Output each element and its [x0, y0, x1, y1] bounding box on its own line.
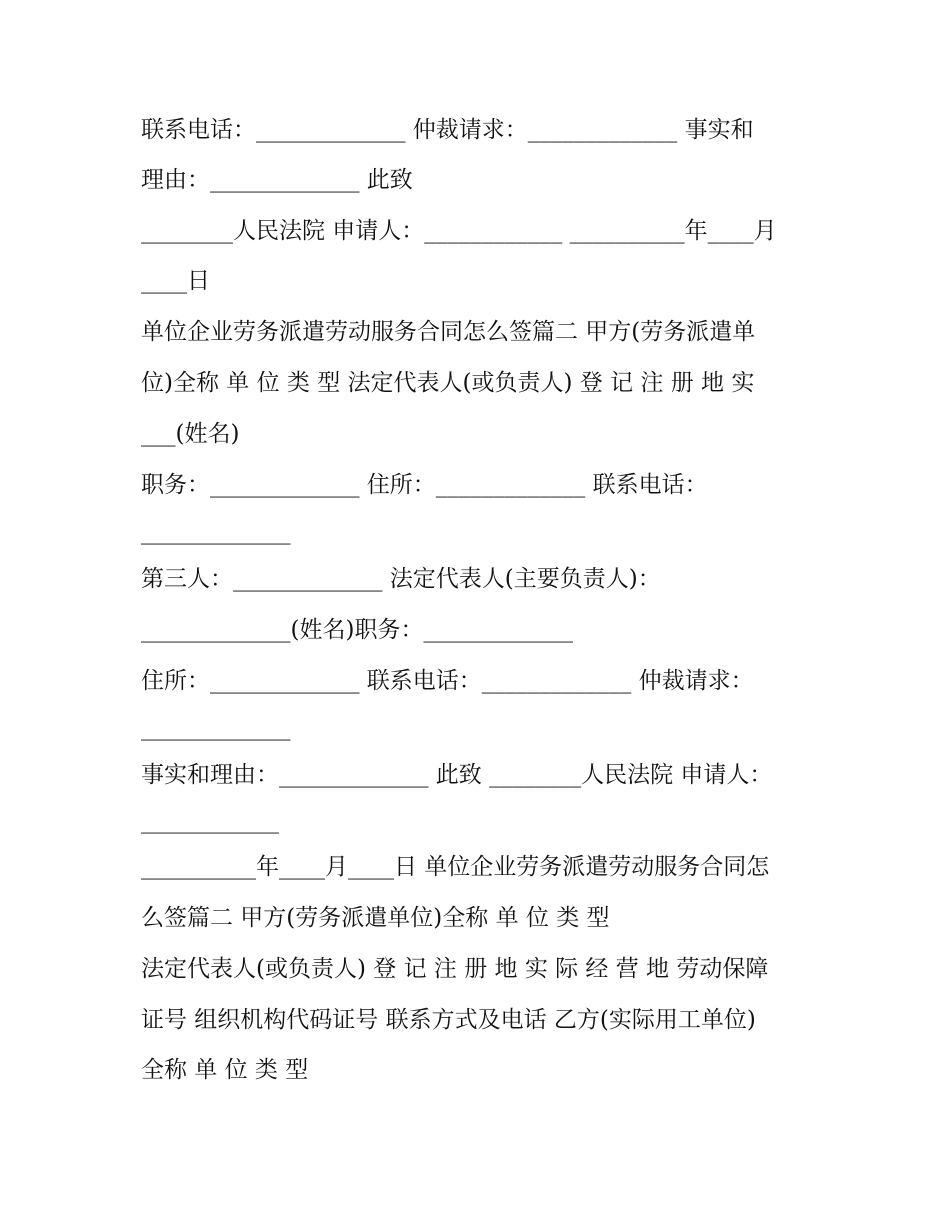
- text-line: ____________: [141, 808, 279, 834]
- text-line: 位)全称 单 位 类 型 法定代表人(或负责人) 登 记 注 册 地 实: [141, 370, 755, 396]
- text-line: ____日: [141, 268, 210, 294]
- text-line: 理由：_____________ 此致: [141, 167, 413, 193]
- text-line: 职务：_____________ 住所：_____________ 联系电话：: [141, 472, 708, 498]
- text-line: ________人民法院 申请人：____________ __________年____月: [141, 218, 777, 244]
- text-line: 证号 组织机构代码证号 联系方式及电话 乙方(实际用工单位): [141, 1007, 756, 1033]
- text-line: __________年____月____日 单位企业劳务派遣劳动服务合同怎: [141, 854, 770, 880]
- text-line: 么签篇二 甲方(劳务派遣单位)全称 单 位 类 型: [141, 905, 610, 931]
- text-line: 全称 单 位 类 型: [141, 1057, 309, 1083]
- text-line: 住所：_____________ 联系电话：_____________ 仲裁请求：: [141, 668, 754, 694]
- text-line: 事实和理由：_____________ 此致 ________人民法院 申请人：: [141, 762, 773, 788]
- text-line: ___(姓名): [141, 421, 240, 447]
- text-line: _____________: [141, 519, 291, 545]
- text-line: 单位企业劳务派遣劳动服务合同怎么签篇二 甲方(劳务派遣单: [141, 319, 756, 345]
- text-line: 联系电话：_____________ 仲裁请求：_____________ 事实和: [141, 117, 754, 143]
- text-line: _____________: [141, 715, 291, 741]
- text-line: 法定代表人(或负责人) 登 记 注 册 地 实 际 经 营 地 劳动保障: [141, 956, 769, 982]
- text-line: _____________(姓名)职务：_____________: [141, 617, 573, 643]
- text-line: 第三人：_____________ 法定代表人(主要负责人)：: [141, 566, 661, 592]
